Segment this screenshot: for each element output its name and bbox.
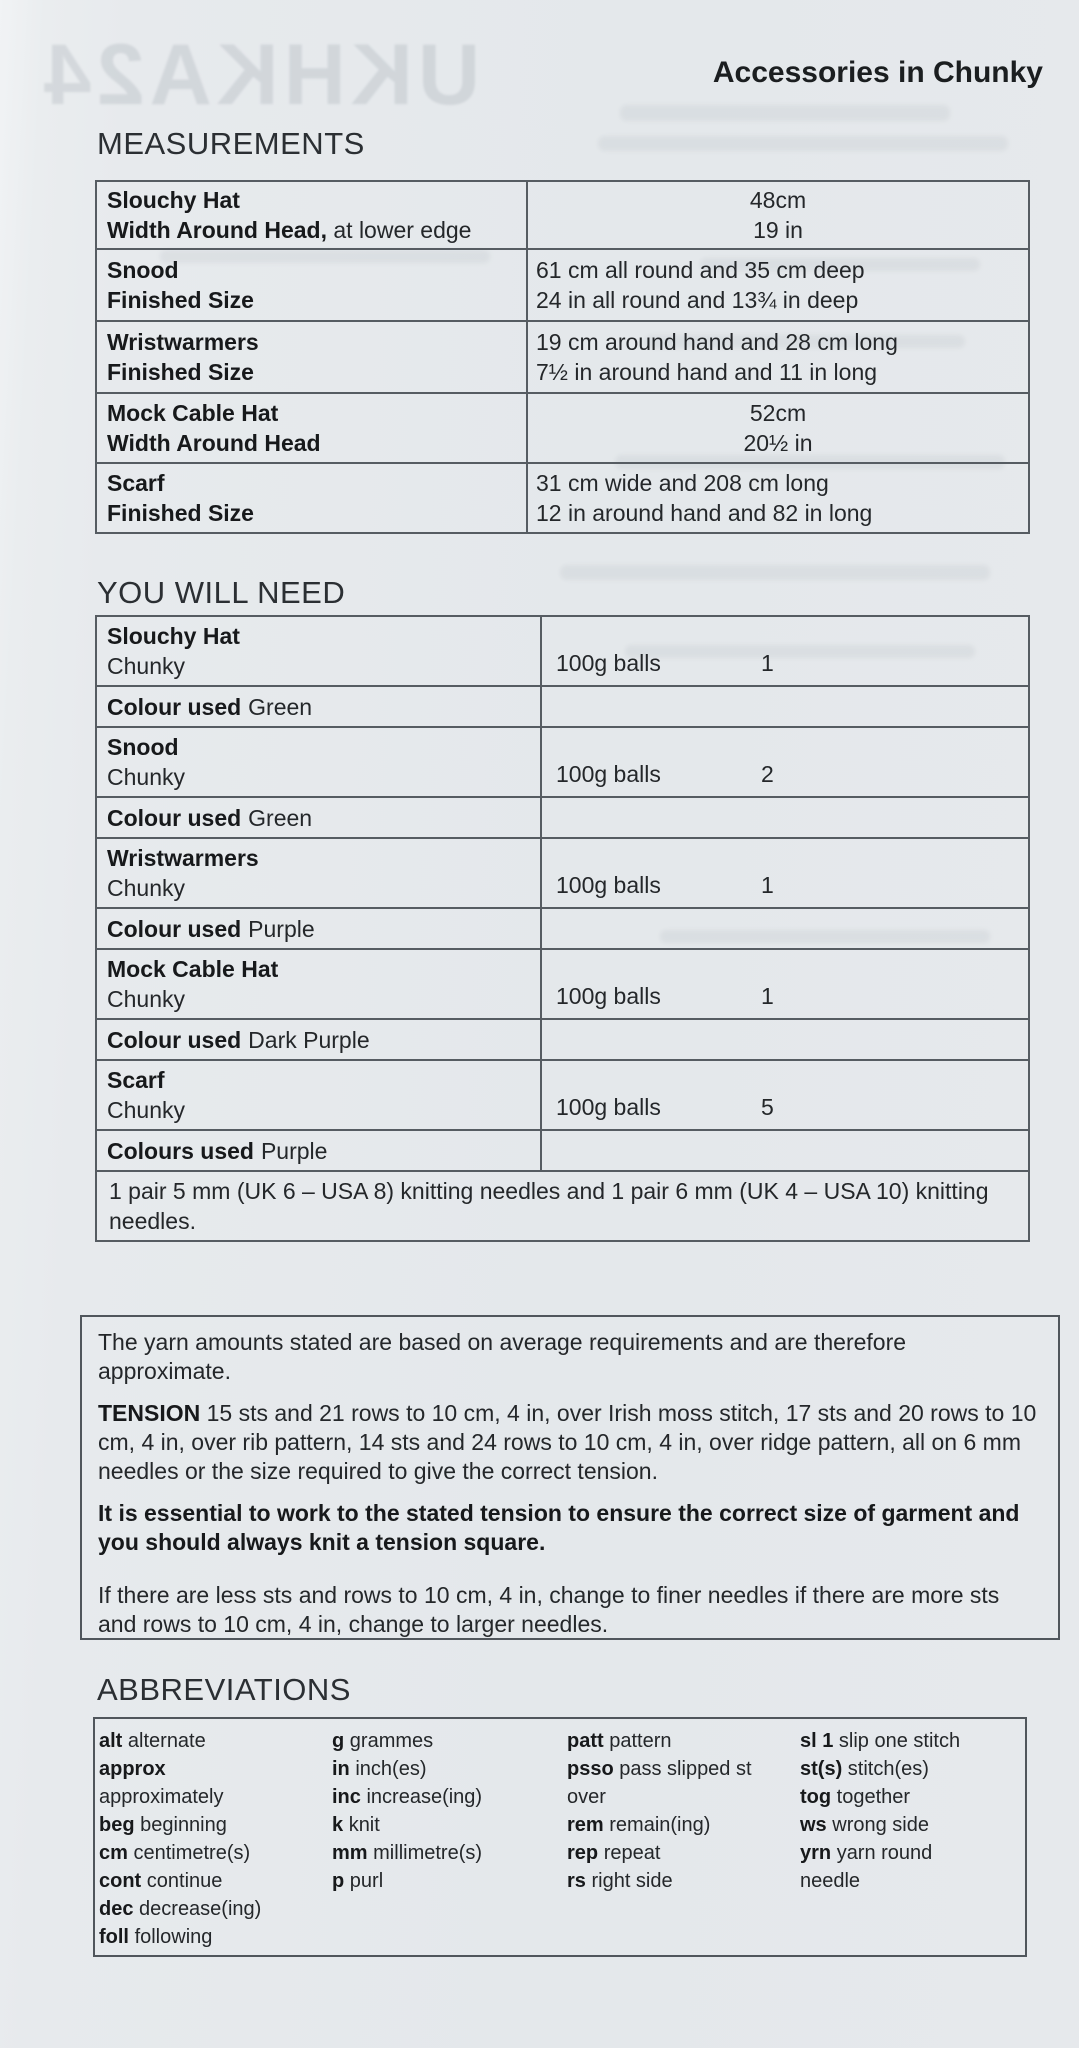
colour-label: Colour used bbox=[107, 693, 242, 720]
table-row bbox=[96, 949, 1029, 1019]
abbr-entry bbox=[332, 1755, 532, 1783]
abbr-entry bbox=[800, 1839, 990, 1895]
colour-label: Colours used bbox=[107, 1137, 254, 1164]
ball-count: 5 bbox=[761, 1094, 774, 1120]
item-name: Wristwarmers bbox=[107, 845, 259, 871]
subtitle-bold: Width Around Head, bbox=[107, 217, 327, 243]
table-row bbox=[96, 797, 1029, 838]
measurements-heading: MEASUREMENTS bbox=[97, 126, 365, 161]
abbr-term: rep bbox=[567, 1842, 599, 1864]
abbr-entry bbox=[99, 1867, 279, 1895]
colour-value: Dark Purple bbox=[248, 1026, 370, 1053]
abbr-def: pattern bbox=[609, 1730, 672, 1752]
abbr-def: decrease(ing) bbox=[139, 1898, 262, 1920]
abbreviations-box bbox=[93, 1717, 1027, 1957]
abbr-term: cm bbox=[99, 1842, 128, 1864]
abbr-term: p bbox=[332, 1870, 345, 1892]
table-row bbox=[96, 249, 1029, 321]
item-name: Scarf bbox=[107, 1067, 165, 1093]
abbr-entry bbox=[800, 1727, 990, 1755]
tension-paragraph bbox=[98, 1399, 1042, 1486]
abbr-entry bbox=[99, 1895, 279, 1923]
table-row bbox=[96, 1019, 1029, 1060]
item-subtitle bbox=[107, 498, 516, 528]
abbr-def: alternate bbox=[127, 1730, 206, 1752]
item-name: Slouchy Hat bbox=[107, 623, 240, 649]
abbr-entry bbox=[99, 1727, 279, 1755]
abbr-def: pass slipped st over bbox=[567, 1758, 752, 1808]
empty-cell bbox=[541, 908, 1029, 949]
abbr-term: rs bbox=[567, 1870, 586, 1892]
abbr-def: beginning bbox=[140, 1814, 227, 1836]
colour-cell bbox=[96, 908, 541, 949]
measurement-label-cell bbox=[96, 393, 527, 463]
measurement-value-cell bbox=[527, 249, 1029, 321]
abbr-term: ws bbox=[800, 1814, 827, 1836]
subtitle-bold: Finished Size bbox=[107, 500, 254, 526]
yarn-label-cell bbox=[96, 616, 541, 686]
abbr-def: purl bbox=[349, 1870, 384, 1892]
yarn-label-cell bbox=[96, 727, 541, 797]
yarn-type: Chunky bbox=[107, 764, 185, 790]
yarn-type: Chunky bbox=[107, 653, 185, 679]
abbr-term: alt bbox=[99, 1730, 123, 1752]
measurement-value-cell bbox=[527, 393, 1029, 463]
abbr-def: millimetre(s) bbox=[373, 1842, 483, 1864]
abbr-entry bbox=[567, 1727, 762, 1755]
measurement-label-cell bbox=[96, 321, 527, 393]
table-row bbox=[96, 1171, 1029, 1241]
colour-cell bbox=[96, 686, 541, 727]
ball-unit: 100g balls bbox=[556, 872, 661, 898]
table-row bbox=[96, 321, 1029, 393]
abbr-def: stitch(es) bbox=[847, 1758, 929, 1780]
abbr-def: wrong side bbox=[832, 1814, 929, 1836]
abbr-entry bbox=[332, 1727, 532, 1755]
value-line: 7½ in around hand and 11 in long bbox=[536, 359, 878, 385]
abbr-entry bbox=[332, 1783, 532, 1811]
item-name: Snood bbox=[107, 257, 179, 283]
tension-note-box bbox=[80, 1315, 1060, 1640]
abbr-entry bbox=[99, 1811, 279, 1839]
abbr-def: yarn round needle bbox=[800, 1842, 933, 1892]
colour-value: Purple bbox=[248, 915, 315, 942]
yarn-amount-cell bbox=[541, 1060, 1029, 1130]
measurement-value-cell bbox=[527, 181, 1029, 249]
yarn-amount-note: The yarn amounts stated are based on average requirements and are therefore approximate. bbox=[98, 1329, 907, 1384]
abbr-def: increase(ing) bbox=[366, 1786, 483, 1808]
ball-count: 1 bbox=[761, 983, 774, 1009]
abbr-term: cont bbox=[99, 1870, 142, 1892]
bleedthrough-ghost-text: UKHKA24 bbox=[38, 27, 480, 123]
abbr-term: st(s) bbox=[800, 1758, 843, 1780]
subtitle-rest: at lower edge bbox=[326, 217, 472, 243]
table-row bbox=[96, 616, 1029, 686]
abbr-entry bbox=[567, 1867, 762, 1895]
abbr-term: mm bbox=[332, 1842, 368, 1864]
abbreviations-column bbox=[800, 1727, 990, 1895]
abbr-term: tog bbox=[800, 1786, 832, 1808]
yarn-amount-cell bbox=[541, 949, 1029, 1019]
abbr-def: together bbox=[836, 1786, 911, 1808]
value-line: 12 in around hand and 82 in long bbox=[536, 500, 873, 526]
needles-note-line: needles. bbox=[109, 1208, 196, 1234]
yarn-amount-cell bbox=[541, 616, 1029, 686]
colour-label: Colour used bbox=[107, 1026, 242, 1053]
empty-cell bbox=[541, 797, 1029, 838]
value-line: 61 cm all round and 35 cm deep bbox=[536, 257, 865, 283]
colour-value: Purple bbox=[260, 1137, 328, 1164]
abbr-def: right side bbox=[591, 1870, 673, 1892]
yarn-type: Chunky bbox=[107, 986, 185, 1012]
abbr-term: patt bbox=[567, 1730, 604, 1752]
tension-label: TENSION bbox=[98, 1400, 201, 1426]
abbr-term: dec bbox=[99, 1898, 134, 1920]
subtitle-bold: Finished Size bbox=[107, 287, 254, 313]
yarn-label-cell bbox=[96, 838, 541, 908]
abbr-def: grammes bbox=[349, 1730, 434, 1752]
needles-note-line: 1 pair 5 mm (UK 6 – USA 8) knitting needles and 1 pair 6 mm (UK 4 – USA 10) knitting bbox=[109, 1178, 989, 1204]
abbr-term: psso bbox=[567, 1758, 614, 1780]
table-row bbox=[96, 181, 1029, 249]
colour-value: Green bbox=[248, 804, 313, 831]
yarn-label-cell bbox=[96, 1060, 541, 1130]
abbr-term: k bbox=[332, 1814, 344, 1836]
value-line: 19 cm around hand and 28 cm long bbox=[536, 329, 898, 355]
measurement-label-cell bbox=[96, 249, 527, 321]
subtitle-bold: Width Around Head bbox=[107, 430, 321, 456]
abbr-entry bbox=[800, 1811, 990, 1839]
needles-note-cell bbox=[96, 1171, 1029, 1241]
abbr-def: inch(es) bbox=[355, 1758, 427, 1780]
item-name: Snood bbox=[107, 734, 179, 760]
abbr-entry bbox=[567, 1839, 762, 1867]
table-row bbox=[96, 1060, 1029, 1130]
table-row bbox=[96, 727, 1029, 797]
abbr-term: approx bbox=[99, 1758, 166, 1780]
colour-label: Colour used bbox=[107, 915, 242, 942]
abbr-term: g bbox=[332, 1730, 345, 1752]
abbr-entry bbox=[99, 1923, 279, 1951]
item-subtitle bbox=[107, 357, 516, 387]
item-name: Wristwarmers bbox=[107, 329, 259, 355]
abbr-entry bbox=[567, 1755, 762, 1811]
ball-count: 2 bbox=[761, 761, 774, 787]
empty-cell bbox=[541, 1019, 1029, 1060]
page-title: Accessories in Chunky bbox=[712, 56, 1043, 89]
abbr-term: yrn bbox=[800, 1842, 832, 1864]
measurement-value-cell bbox=[527, 463, 1029, 533]
abbr-def: continue bbox=[146, 1870, 223, 1892]
abbr-def: remain(ing) bbox=[609, 1814, 711, 1836]
ball-unit: 100g balls bbox=[556, 983, 661, 1009]
yarn-amount-cell bbox=[541, 727, 1029, 797]
tension-text: 15 sts and 21 rows to 10 cm, 4 in, over Irish moss stitch, 17 sts and 20 rows to 10 cm, 4 in, over rib pattern, 14 sts and 24 rows to 10 cm, 4 in, over ridge pattern, all on 6 mm needles or the size required to give the correct tension. bbox=[98, 1400, 1037, 1484]
abbr-term: beg bbox=[99, 1814, 135, 1836]
abbr-def: repeat bbox=[603, 1842, 661, 1864]
empty-cell bbox=[541, 1130, 1029, 1171]
colour-cell bbox=[96, 1019, 541, 1060]
item-subtitle bbox=[107, 215, 516, 245]
item-subtitle bbox=[107, 428, 516, 458]
item-subtitle bbox=[107, 285, 516, 315]
abbreviations-heading: ABBREVIATIONS bbox=[97, 1672, 351, 1707]
abbr-term: rem bbox=[567, 1814, 604, 1836]
empty-cell bbox=[541, 686, 1029, 727]
item-name: Slouchy Hat bbox=[107, 187, 240, 213]
you-will-need-heading: YOU WILL NEED bbox=[97, 575, 346, 610]
abbr-entry bbox=[99, 1755, 279, 1811]
measurement-label-cell bbox=[96, 463, 527, 533]
yarn-type: Chunky bbox=[107, 1097, 185, 1123]
abbr-entry bbox=[800, 1755, 990, 1783]
measurements-table bbox=[95, 180, 1030, 534]
subtitle-bold: Finished Size bbox=[107, 359, 254, 385]
ball-unit: 100g balls bbox=[556, 650, 661, 676]
colour-label: Colour used bbox=[107, 804, 242, 831]
table-row bbox=[96, 463, 1029, 533]
table-row bbox=[96, 908, 1029, 949]
abbr-term: sl 1 bbox=[800, 1730, 834, 1752]
abbr-entry bbox=[567, 1811, 762, 1839]
table-row bbox=[96, 838, 1029, 908]
measurement-value-cell bbox=[527, 321, 1029, 393]
abbr-entry bbox=[99, 1839, 279, 1867]
ball-unit: 100g balls bbox=[556, 761, 661, 787]
table-row bbox=[96, 1130, 1029, 1171]
abbr-def: centimetre(s) bbox=[133, 1842, 251, 1864]
abbr-entry bbox=[800, 1783, 990, 1811]
value-line: 24 in all round and 13¾ in deep bbox=[536, 287, 859, 313]
yarn-amount-cell bbox=[541, 838, 1029, 908]
table-row bbox=[96, 393, 1029, 463]
colour-cell bbox=[96, 797, 541, 838]
value-line: 52cm bbox=[749, 400, 807, 426]
ball-count: 1 bbox=[761, 650, 774, 676]
essential-tension-note: It is essential to work to the stated tension to ensure the correct size of garment and you should always knit a tension square. bbox=[98, 1500, 1020, 1555]
ball-count: 1 bbox=[761, 872, 774, 898]
item-name: Mock Cable Hat bbox=[107, 400, 279, 426]
yarn-label-cell bbox=[96, 949, 541, 1019]
value-line: 48cm bbox=[749, 187, 807, 213]
abbreviations-column bbox=[332, 1727, 532, 1895]
abbr-entry bbox=[332, 1867, 532, 1895]
colour-value: Green bbox=[248, 693, 313, 720]
abbr-def: approximately bbox=[99, 1786, 224, 1808]
abbr-term: in bbox=[332, 1758, 350, 1780]
abbr-entry bbox=[332, 1839, 532, 1867]
abbr-term: inc bbox=[332, 1786, 361, 1808]
colour-cell bbox=[96, 1130, 541, 1171]
yarn-type: Chunky bbox=[107, 875, 185, 901]
measurement-label-cell bbox=[96, 181, 527, 249]
value-line: 20½ in bbox=[743, 430, 813, 456]
value-line: 31 cm wide and 208 cm long bbox=[536, 470, 829, 496]
abbr-term: foll bbox=[99, 1926, 129, 1948]
abbr-def: knit bbox=[348, 1814, 380, 1836]
value-line: 19 in bbox=[753, 217, 803, 243]
abbr-entry bbox=[332, 1811, 532, 1839]
item-name: Mock Cable Hat bbox=[107, 956, 279, 982]
needle-adjust-note: If there are less sts and rows to 10 cm, 4 in, change to finer needles if there are more sts and rows to 10 cm, 4 in, change to larger needles. bbox=[98, 1582, 1000, 1637]
abbr-def: following bbox=[134, 1926, 213, 1948]
you-will-need-table bbox=[95, 615, 1030, 1242]
abbreviations-column bbox=[99, 1727, 279, 1951]
abbreviations-column bbox=[567, 1727, 762, 1895]
abbr-def: slip one stitch bbox=[838, 1730, 961, 1752]
table-row bbox=[96, 686, 1029, 727]
ball-unit: 100g balls bbox=[556, 1094, 661, 1120]
item-name: Scarf bbox=[107, 470, 165, 496]
